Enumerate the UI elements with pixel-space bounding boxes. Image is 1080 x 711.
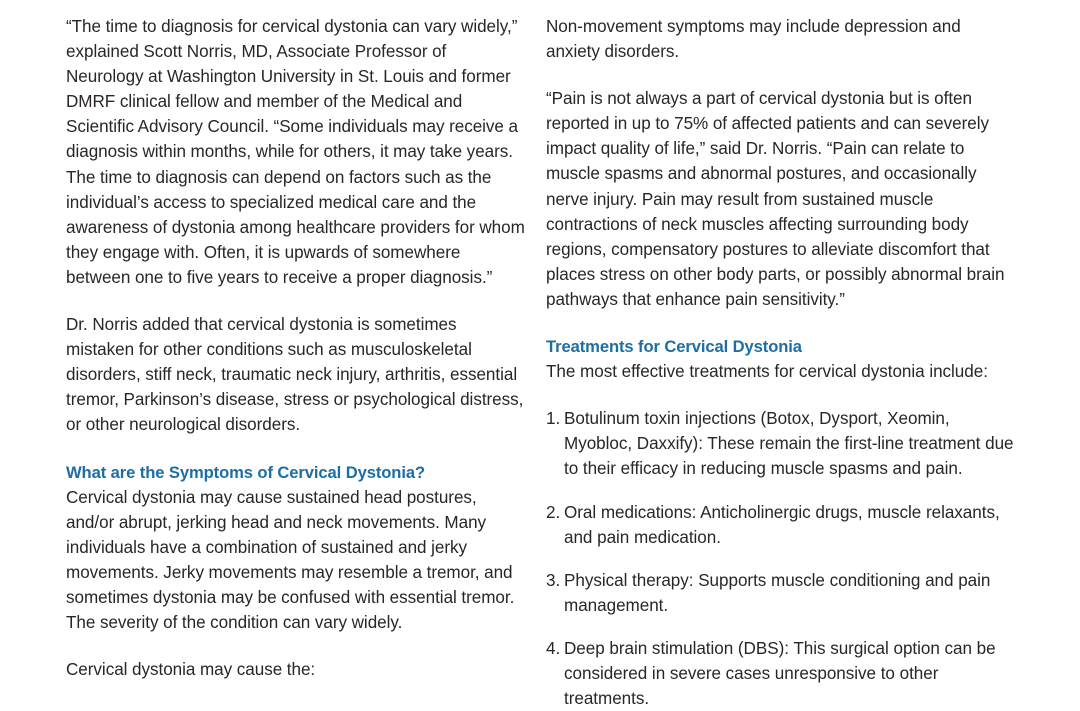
list-item: Oral medications: Anticholinergic drugs, muscle relaxants, and pain medication. — [564, 502, 1000, 547]
left-column — [0, 14, 540, 711]
heading-symptoms: What are the Symptoms of Cervical Dystonia? — [66, 462, 426, 482]
list-item: Physical therapy: Supports muscle conditioning and pain management. — [564, 570, 991, 615]
paragraph-causes-lead: Cervical dystonia may cause the: — [66, 660, 316, 680]
treatments-list — [546, 406, 1018, 711]
list-item: Deep brain stimulation (DBS): This surgical option can be considered in severe cases unresponsive to other treatments. — [564, 638, 996, 709]
paragraph-symptoms: Cervical dystonia may cause sustained head postures, and/or abrupt, jerking head and neck movements. Many individuals have a combination of sustained and jerky movements. Jerky movements may resemble a tremor, and sometimes dystonia may be confused with essential tremor. The severity of the condition can vary widely. — [66, 487, 515, 633]
list-item: Botulinum toxin injections (Botox, Dysport, Xeomin, Myobloc, Daxxify): These remain the first-line treatment due to their efficacy in reducing muscle spasms and pain. — [564, 409, 1014, 479]
right-column — [540, 14, 1080, 711]
heading-treatments: Treatments for Cervical Dystonia — [546, 337, 802, 357]
paragraph-diagnosis-quote: “The time to diagnosis for cervical dystonia can vary widely,” explained Scott Norris, MD, Associate Professor of Neurology at Washington University in St. Louis and former DMRF clinical fellow and member of the Medical and Scientific Advisory Council. “Some individuals may receive a diagnosis within months, while for others, it may take years. The time to diagnosis can depend on factors such as the individual’s access to specialized medical care and the awareness of dystonia among healthcare providers for whom they engage with. Often, it is upwards of somewhere between one to five years to receive a proper diagnosis.” — [66, 17, 525, 287]
paragraph-treatments-lead: The most effective treatments for cervical dystonia include: — [546, 362, 988, 382]
paragraph-misdiagnosis: Dr. Norris added that cervical dystonia is sometimes mistaken for other conditions such as musculoskeletal disorders, stiff neck, traumatic neck injury, arthritis, essential tremor, Parkinson’s disease, stress or psychological distress, or other neurological disorders. — [66, 315, 524, 435]
paragraph-pain-quote: “Pain is not always a part of cervical dystonia but is often reported in up to 75% of affected patients and can severely impact quality of life,” said Dr. Norris. “Pain can relate to muscle spasms and abnormal postures, and occasionally nerve injury. Pain may result from sustained muscle contractions of neck muscles affecting surrounding body regions, compensatory postures to alleviate discomfort that places stress on other body parts, or possibly abnormal brain pathways that enhance pain sensitivity.” — [546, 89, 1005, 309]
paragraph-non-movement-symptoms: Non-movement symptoms may include depression and anxiety disorders. — [546, 17, 961, 62]
